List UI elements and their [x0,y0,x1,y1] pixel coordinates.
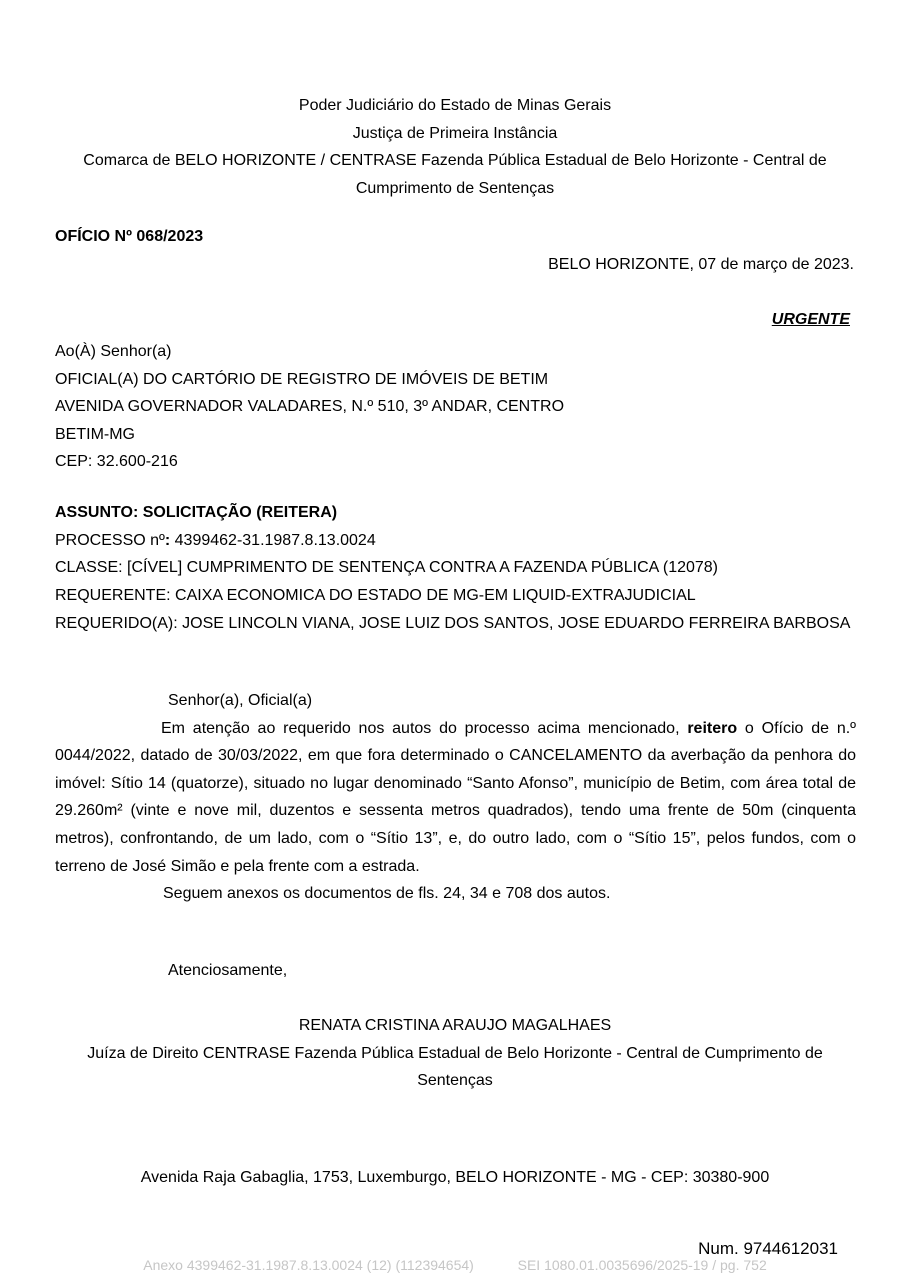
addressee-block [55,338,564,476]
subject-processo [55,527,855,555]
subject-requerido: REQUERIDO(A): JOSE LINCOLN VIANA, JOSE LUIZ DOS SANTOS, JOSE EDUARDO FERREIRA BARBOSA [55,614,851,632]
body-paragraph [55,715,856,881]
processo-label: PROCESSO nº [55,531,165,549]
subject-classe: CLASSE: [CÍVEL] CUMPRIMENTO DE SENTENÇA CONTRA A FAZENDA PÚBLICA (12078) [55,559,719,577]
addressee-name: OFICIAL(A) DO CARTÓRIO DE REGISTRO DE IMÓVEIS DE BETIM [55,370,549,388]
header-line-2: Justiça de Primeira Instância [352,124,558,142]
urgent-label: URGENTE [771,311,850,328]
subject-requerente: REQUERENTE: CAIXA ECONOMICA DO ESTADO DE MG-EM LIQUID-EXTRAJUDICIAL [55,587,696,605]
addressee-street: AVENIDA GOVERNADOR VALADARES, N.º 510, 3º ANDAR, CENTRO [55,398,565,416]
closing: Atenciosamente, [168,962,288,979]
signature-name: RENATA CRISTINA ARAUJO MAGALHAES [298,1017,612,1034]
addressee-cep: CEP: 32.600-216 [55,453,178,471]
stamp-right: SEI 1080.01.0035696/2025-19 / pg. 752 [517,1257,767,1273]
addressee-salutation: Ao(À) Senhor(a) [55,343,172,360]
document-header [55,92,855,203]
subject-block [55,499,855,638]
addressee-city: BETIM-MG [55,425,135,443]
processo-colon: : [164,531,171,549]
signature-block [55,1012,855,1095]
document-number: Num. 9744612031 [698,1239,838,1258]
header-line-1: Poder Judiciário do Estado de Minas Gerais [298,97,612,114]
stamp-left: Anexo 4399462-31.1987.8.13.0024 (12) (112394654) [143,1257,474,1273]
footer-address: Avenida Raja Gabaglia, 1753, Luxemburgo, BELO HORIZONTE - MG - CEP: 30380-900 [140,1169,770,1186]
signature-role: Juíza de Direito CENTRASE Fazenda Pública Estadual de Belo Horizonte - Central de Cumprimento de Sentenças [87,1044,823,1090]
sei-stamp [0,1257,910,1273]
oficio-number: OFÍCIO Nº 068/2023 [55,228,204,245]
para-bold: reitero [687,719,738,737]
header-line-3: Comarca de BELO HORIZONTE / CENTRASE Fazenda Pública Estadual de Belo Horizonte - Central de Cumprimento de Sentenças [83,152,827,198]
letter-body [55,687,856,908]
document-date: BELO HORIZONTE, 07 de março de 2023. [548,256,854,273]
para-post: o Ofício de n.º 0044/2022, datado de 30/03/2022, em que fora determinado o CANCELAMENTO da averbação da penhora do imóvel: Sítio 14 (quatorze), situado no lugar denominado “Santo Afonso”, município de Betim, com área total de 29.260m² (vinte e nove mil, duzentos e sessenta metros quadrados), tendo uma frente de 50m (cinquenta metros), confrontando, de um lado, com o “Sítio 13”, e, do outro lado, com o “Sítio 15”, pelos fundos, com o terreno de José Simão e pela frente com a estrada. [55,719,857,875]
body-greeting: Senhor(a), Oficial(a) [168,692,313,709]
body-annex: Seguem anexos os documentos de fls. 24, 34 e 708 dos autos. [163,885,611,903]
processo-value: 4399462-31.1987.8.13.0024 [170,531,376,549]
subject-assunto: ASSUNTO: SOLICITAÇÃO (REITERA) [55,504,338,521]
para-pre: Em atenção ao requerido nos autos do processo acima mencionado, [161,719,688,737]
